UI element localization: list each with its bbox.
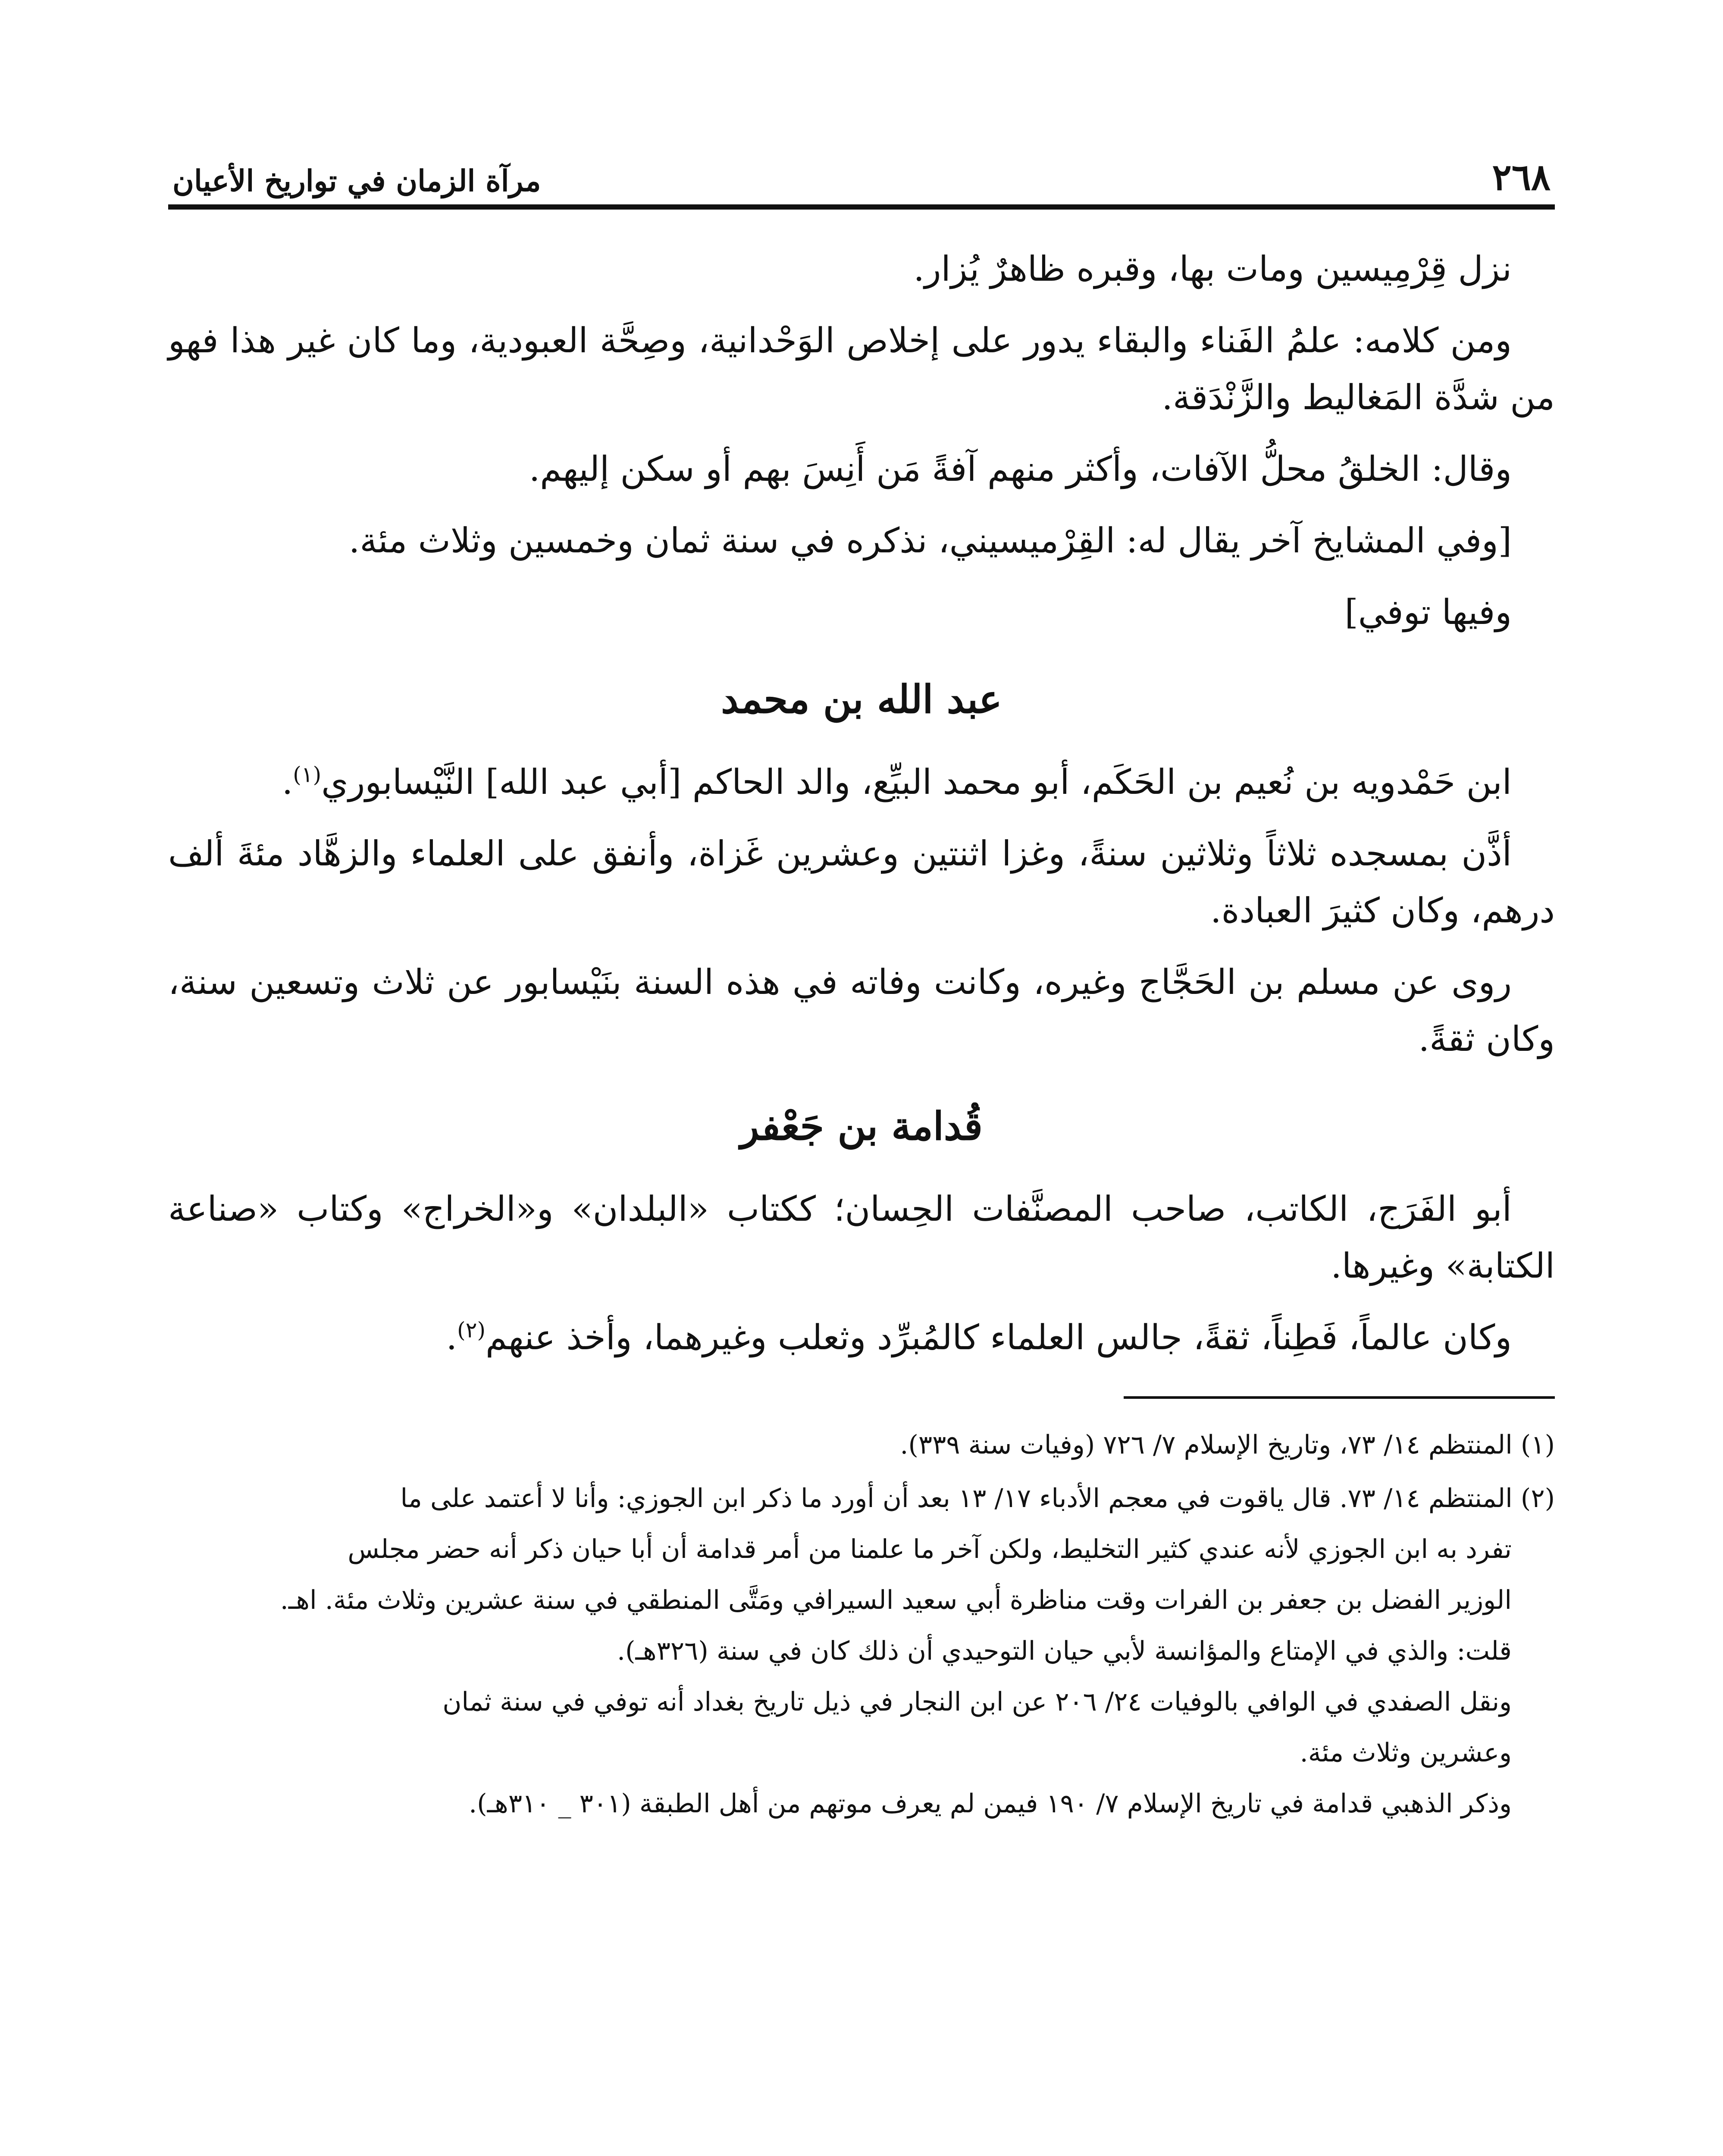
footnote-2	[168, 1473, 1555, 1829]
paragraph-text: وكان عالماً، فَطِناً، ثقةً، جالس العلماء كالمُبرِّد وثعلب وغيرهما، وأخذ عنهم	[485, 1317, 1512, 1357]
footnotes	[168, 1420, 1555, 1829]
paragraph: نزل قِرْمِيسين ومات بها، وقبره ظاهرٌ يُزار.	[913, 249, 1512, 289]
footnote-ref[interactable]: (١)	[293, 762, 322, 787]
main-text	[168, 241, 1555, 1366]
footnote-rule	[1124, 1396, 1555, 1399]
footnote-line: ونقل الصفدي في الوافي بالوفيات ٢٤/ ٢٠٦ عن ابن النجار في ذيل تاريخ بغداد أنه توفي في سنة ثمان	[442, 1687, 1512, 1717]
footnote-line: (٢) المنتظم ١٤/ ٧٣. قال ياقوت في معجم الأدباء ١٧/ ١٣ بعد أن أورد ما ذكر ابن الجوزي: وأنا لا أعتمد على ما	[400, 1483, 1555, 1514]
footnote-1: (١) المنتظم ١٤/ ٧٣، وتاريخ الإسلام ٧/ ٧٢٦ (وفيات سنة ٣٣٩).	[900, 1430, 1555, 1460]
paragraph: روى عن مسلم بن الحَجَّاج وغيره، وكانت وفاته في هذه السنة بنَيْسابور عن ثلاث وتسعين سنة، وكان ثقةً.	[168, 962, 1555, 1059]
paragraph-text: ابن حَمْدويه بن نُعيم بن الحَكَم، أبو محمد البيِّع، والد الحاكم [أبي عبد الله] النَّيْسابوري	[321, 762, 1512, 802]
paragraph: ومن كلامه: علمُ الفَناء والبقاء يدور على إخلاص الوَحْدانية، وصِحَّة العبودية، وما كان غير هذا فهو من شدَّة المَغاليط والزَّنْدَقة.	[168, 320, 1555, 417]
paragraph	[168, 1309, 1555, 1366]
footnote-line: الوزير الفضل بن جعفر بن الفرات وقت مناظرة أبي سعيد السيرافي ومَتَّى المنطقي في سنة عشرين وثلاث مئة. اهـ.	[280, 1585, 1512, 1615]
book-page	[168, 142, 1555, 1832]
page-number: ٢٦٨	[1492, 156, 1551, 198]
paragraph-end: .	[282, 762, 293, 802]
footnote-line: قلت: والذي في الإمتاع والمؤانسة لأبي حيان التوحيدي أن ذلك كان في سنة (٣٢٦هـ).	[617, 1636, 1512, 1666]
page-header	[168, 142, 1555, 198]
footnote-line: تفرد به ابن الجوزي لأنه عندي كثير التخليط، ولكن آخر ما علمنا من أمر قدامة أن أبا حيان ذكر أنه حضر مجلس	[348, 1534, 1512, 1564]
header-rule	[168, 204, 1555, 210]
footnote-line: وذكر الذهبي قدامة في تاريخ الإسلام ٧/ ١٩٠ فيمن لم يعرف موتهم من أهل الطبقة (٣٠١ _ ٣١٠هـ).	[469, 1789, 1512, 1819]
paragraph: وقال: الخلقُ محلُّ الآفات، وأكثر منهم آفةً مَن أَنِسَ بهم أو سكن إليهم.	[529, 449, 1512, 489]
running-title: مرآة الزمان في تواريخ الأعيان	[172, 164, 541, 198]
footnote-line: وعشرين وثلاث مئة.	[1300, 1738, 1512, 1768]
footnote-ref[interactable]: (٢)	[457, 1317, 486, 1343]
paragraph: وفيها توفي]	[1344, 592, 1512, 632]
paragraph	[168, 754, 1555, 811]
section-title: عبد الله بن محمد	[721, 677, 1002, 722]
paragraph: أبو الفَرَج، الكاتب، صاحب المصنَّفات الحِسان؛ ككتاب «البلدان» و«الخراج» وكتاب «صناعة الكتابة» وغيرها.	[168, 1189, 1555, 1286]
section-title: قُدامة بن جَعْفر	[740, 1103, 983, 1149]
paragraph-end: .	[446, 1317, 457, 1357]
paragraph: أذَّن بمسجده ثلاثاً وثلاثين سنةً، وغزا اثنتين وعشرين غَزاة، وأنفق على العلماء والزهَّاد مئةَ ألف درهم، وكان كثيرَ العبادة.	[168, 834, 1555, 931]
paragraph: [وفي المشايخ آخر يقال له: القِرْميسيني، نذكره في سنة ثمان وخمسين وثلاث مئة.	[348, 520, 1512, 561]
